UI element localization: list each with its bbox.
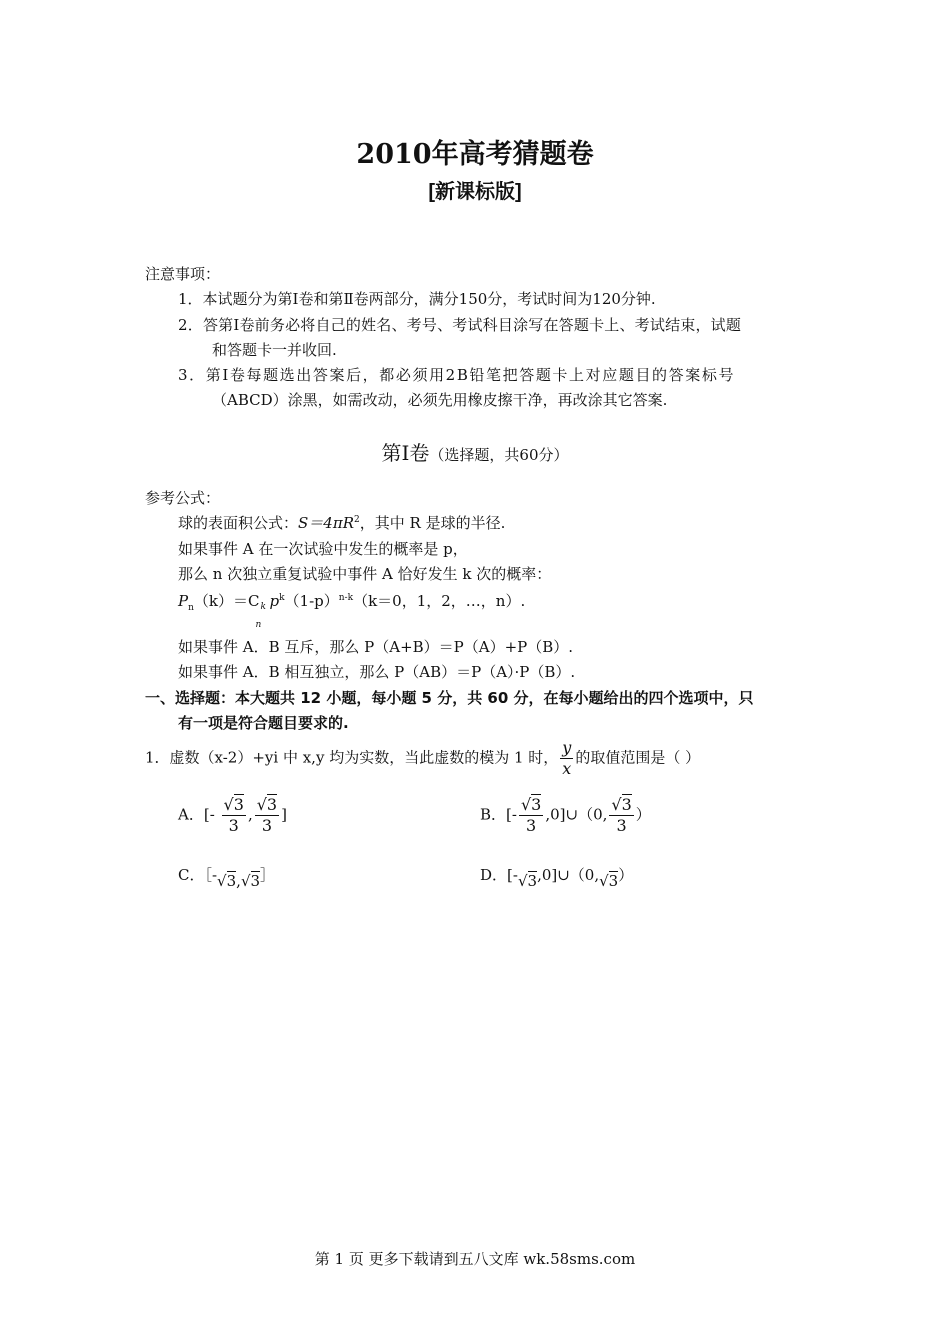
option-a: A．[- $\frac{√3}{3}$ , $\frac{√3}{3}$ ]: [178, 795, 287, 835]
option-b: B．[- $\frac{√3}{3}$ ,0]∪（0, $\frac{√3}{3}$ ）: [480, 795, 651, 835]
formula-line-3: 那么 n 次独立重复试验中事件 A 恰好发生 k 次的概率：: [178, 565, 552, 583]
notice-item-3: 3．第Ⅰ卷每题选出答案后，都必须用2B铅笔把答题卡上对应题目的答案标号: [178, 366, 736, 384]
notice-item-1: 1．本试题分为第Ⅰ卷和第Ⅱ卷两部分，满分150分，考试时间为120分钟.: [178, 290, 656, 308]
question-1-stem: 1．虚数（x-2）+yi 中 x,y 均为实数，当此虚数的模为 1 时， $\frac{y}{x}$ 的取值范围是（ ）: [145, 738, 701, 778]
page-subtitle: [新课标版]: [428, 181, 522, 203]
formula-independent: 如果事件 A．B 相互独立，那么 P（AB）＝P（A）·P（B）.: [178, 663, 576, 681]
formula-line-2: 如果事件 A 在一次试验中发生的概率是 p，: [178, 540, 468, 558]
page-footer: 第 1 页 更多下载请到五八文库 wk.58sms.com: [314, 1250, 636, 1268]
formula-sphere: 球的表面积公式：$S=4\pi R^2$，其中 R 是球的半径.: [178, 514, 506, 532]
notice-item-2: 2．答第Ⅰ卷前务必将自己的姓名、考号、考试科目涂写在答题卡上、考试结束，试题: [178, 316, 742, 334]
volume-heading: [0, 437, 950, 466]
notice-heading: 注意事项：: [145, 265, 221, 283]
formula-binomial: $P_n(k)=C$ k n $p^k(1-p)^{n-k}(k=0$，1，2，…，n）.: [178, 592, 526, 630]
formulas-heading: 参考公式：: [145, 489, 221, 507]
section-heading-cont: 有一项是符合题目要求的.: [178, 714, 349, 732]
option-d: D．[-√3,0]∪（0,√3）: [480, 866, 634, 890]
volume-title: 第Ⅰ卷: [381, 441, 430, 465]
option-c: C．［-√3,√3］: [178, 866, 276, 890]
volume-note: （选择题，共60分）: [429, 446, 569, 464]
notice-item-3-cont: （ABCD）涂黑，如需改动，必须先用橡皮擦干净，再改涂其它答案.: [212, 391, 668, 409]
notice-item-2-cont: 和答题卡一并收回.: [212, 341, 337, 359]
formula-exclusive: 如果事件 A．B 互斥，那么 P（A+B）＝P（A）+P（B）.: [178, 638, 574, 656]
section-heading: 一、选择题：本大题共 12 小题，每小题 5 分，共 60 分，在每小题给出的四个选项中，只: [145, 689, 754, 707]
page-title: 2010年高考猜题卷: [356, 139, 594, 170]
